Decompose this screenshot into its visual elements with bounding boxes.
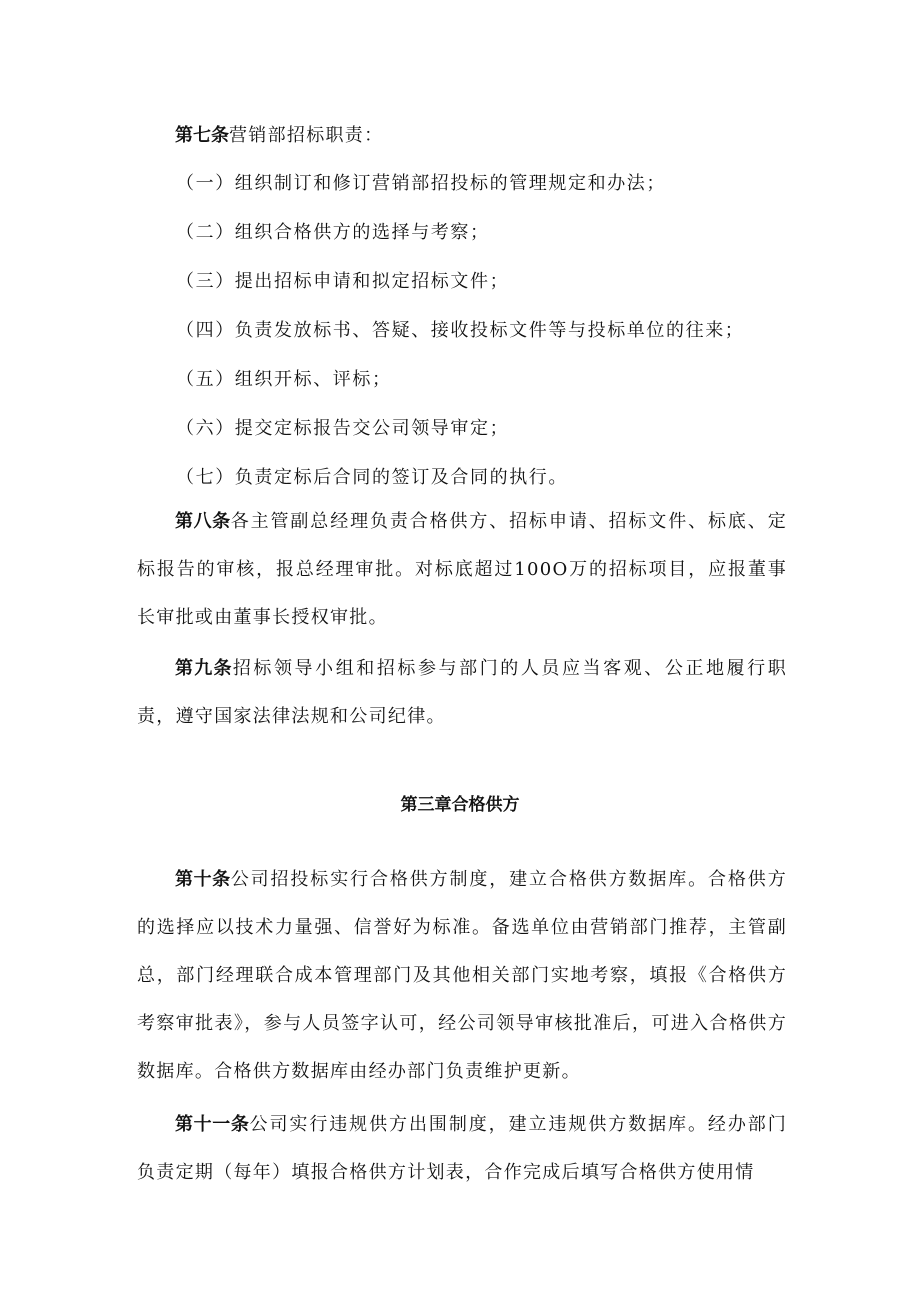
duty-item-4: （四）负责发放标书、答疑、接收投标文件等与投标单位的往来；	[176, 320, 745, 341]
article-10-label: 第十条	[175, 869, 231, 890]
article-10	[137, 856, 787, 1096]
duty-item-6: （六）提交定标报告交公司领导审定；	[176, 418, 510, 439]
duty-item-2: （二）组织合格供方的选择与考察；	[176, 222, 490, 243]
article-8-label: 第八条	[175, 511, 231, 532]
article-9	[137, 645, 787, 741]
article-8-text: 各主管副总经理负责合格供方、招标申请、招标文件、标底、定标报告的审核，报总经理审批。对标底超过100O万的招标项目，应报董事长审批或由董事长授权审批。	[137, 511, 787, 628]
article-7-label: 第七条	[175, 125, 229, 146]
article-9-label: 第九条	[175, 658, 233, 679]
article-7	[137, 112, 787, 160]
article-11-label: 第十一条	[175, 1114, 250, 1135]
duty-item-3: （三）提出招标申请和拟定招标文件；	[176, 271, 510, 292]
article-9-text: 招标领导小组和招标参与部门的人员应当客观、公正地履行职责，遵守国家法律法规和公司纪律。	[137, 658, 787, 727]
article-7-text: 营销部招标职责：	[229, 125, 384, 146]
duty-item-5: （五）组织开标、评标；	[176, 369, 392, 390]
article-11	[137, 1101, 787, 1197]
article-11-text: 公司实行违规供方出围制度，建立违规供方数据库。经办部门负责定期（每年）填报合格供方计划表，合作完成后填写合格供方使用情	[137, 1114, 787, 1183]
duty-item-1: （一）组织制订和修订营销部招投标的管理规定和办法；	[176, 173, 666, 194]
duty-item-7: （七）负责定标后合同的签订及合同的执行。	[176, 467, 568, 488]
chapter-title: 第三章合格供方	[400, 795, 520, 815]
article-8	[137, 498, 787, 642]
article-10-text: 公司招投标实行合格供方制度，建立合格供方数据库。合格供方的选择应以技术力量强、信誉好为标准。备选单位由营销部门推荐，主管副总，部门经理联合成本管理部门及其他相关部门实地考察，填报《合格供方考察审批表》，参与人员签字认可，经公司领导审核批准后，可进入合格供方数据库。合格供方数据库由经办部门负责维护更新。	[137, 869, 787, 1082]
